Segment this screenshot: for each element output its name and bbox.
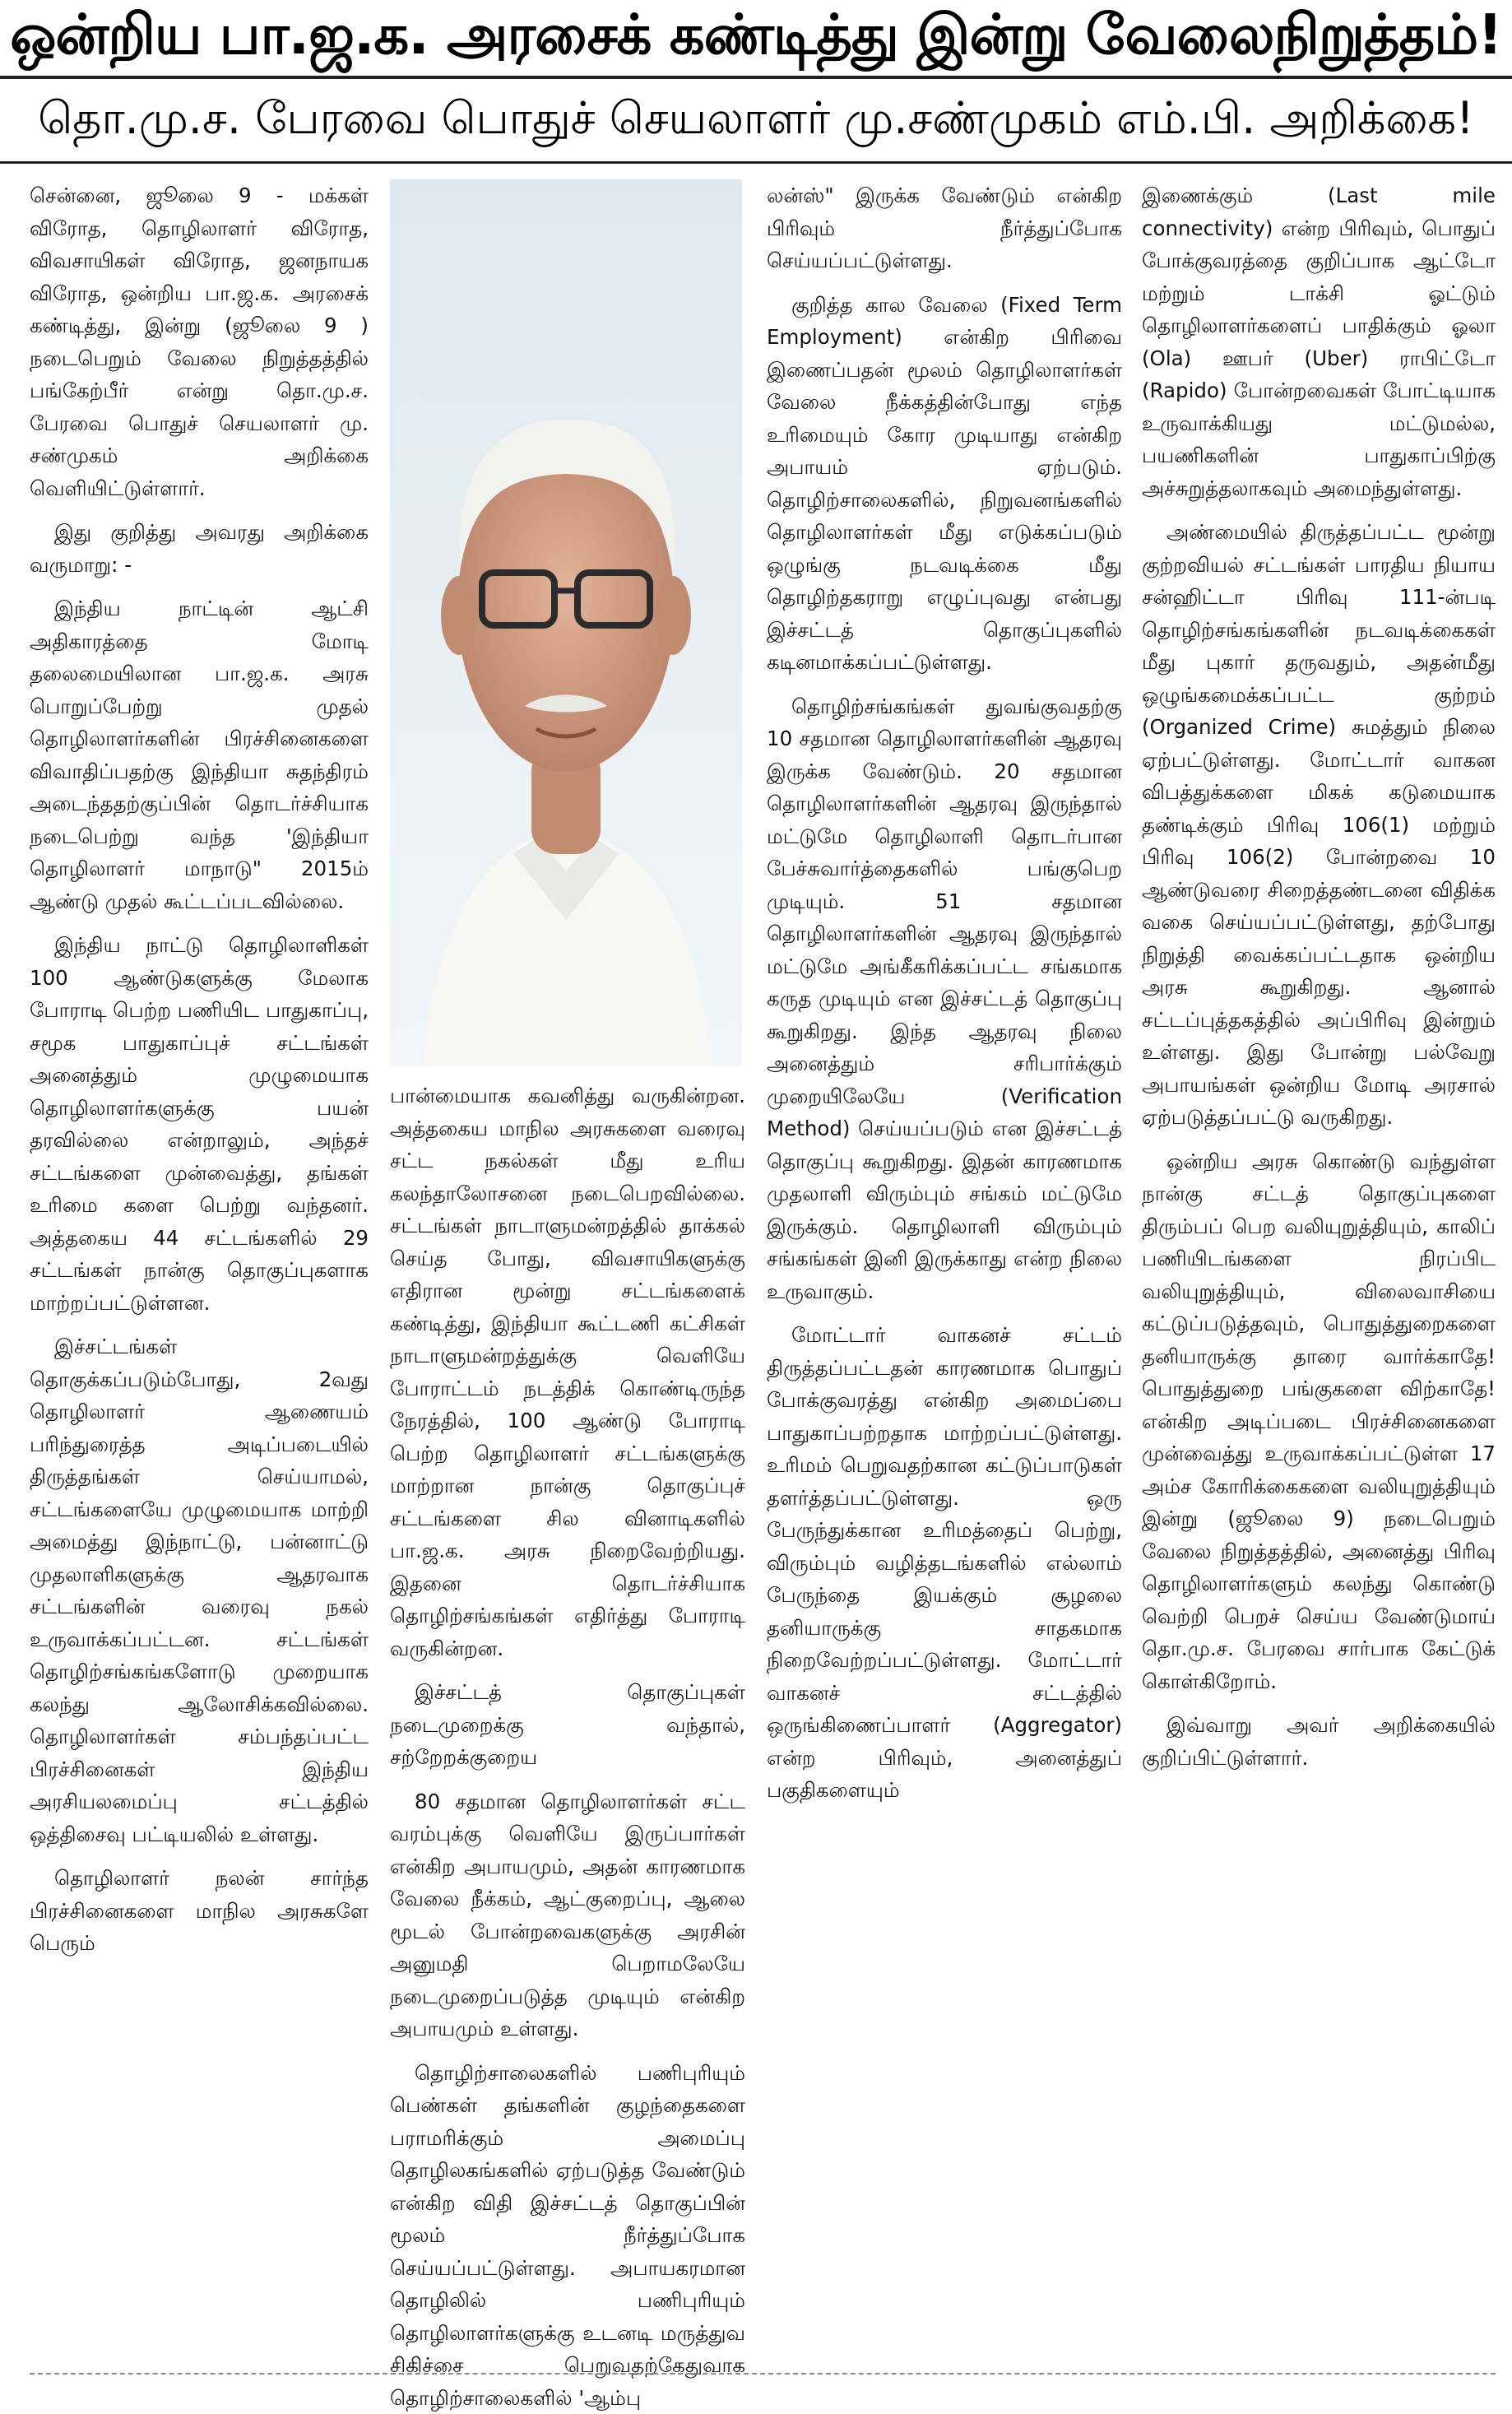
paragraph: தொழிற்சங்கங்கள் துவங்குவதற்கு 10 சதமான தொழிலாளர்களின் ஆதரவு இருக்க வேண்டும். 20 சதமான தொழிலாளர்களின் ஆதரவு இருந்தால் மட்டுமே தொழிலாளி தொடர்பான பேச்சுவார்த்தைகளில் பங்குபெற முடியும். 51 சதமான தொழிலாளர்களின் ஆதரவு இருந்தால் மட்டுமே அங்கீகரிக்கப்பட்ட சங்கமாக கருத முடியும் என இச்சட்டத் தொகுப்பு கூறுகிறது. இந்த ஆதரவு நிலை அனைத்தும் சரிபார்க்கும் முறையிலேயே (Verification Method) செய்யப்படும் என இச்சட்டத் தொகுப்பு கூறுகிறது. இதன் காரணமாக முதலாளி விரும்பும் சங்கம் மட்டுமே இருக்கும். தொழிலாளி விரும்பும் சங்கங்கள் இனி இருக்காது என்ற நிலை உருவாகும். bbox=[767, 690, 1122, 1308]
headline-rule bbox=[0, 76, 1512, 79]
bottom-divider bbox=[30, 2373, 1496, 2375]
paragraph: சென்னை, ஜூலை 9 - மக்கள் விரோத, தொழிலாளர் விரோத, விவசாயிகள் விரோத, ஜனநாயக விரோத, ஒன்றிய பா.ஜ.க. அரசைக் கண்டித்து, இன்று (ஜூலை 9 ) நடைபெறும் வேலை நிறுத்தத்தில் பங்கேற்பீர் என்று தொ.மு.ச. பேரவை பொதுச் செயலாளர் மு. சண்முகம் அறிக்கை வெளியிட்டுள்ளார். bbox=[30, 179, 369, 504]
paragraph: இச்சட்டத் தொகுப்புகள் நடைமுறைக்கு வந்தால், சற்றேறக்குறைய bbox=[390, 1676, 745, 1774]
article-headline: ஒன்றிய பா.ஜ.க. அரசைக் கண்டித்து இன்று வேலைநிறுத்தம்! bbox=[0, 0, 1512, 72]
paragraph: 80 சதமான தொழிலாளர்கள் சட்ட வரம்புக்கு வெளியே இருப்பார்கள் என்கிற அபாயமும், அதன் காரணமாக வேலை நீக்கம், ஆட்குறைப்பு, ஆலை மூடல் போன்றவைகளுக்கு அரசின் அனுமதி பெறாமலேயே நடைமுறைப்படுத்த முடியும் என்கிற அபாயமும் உள்ளது. bbox=[390, 1785, 745, 2045]
paragraph: தொழிற்சாலைகளில் பணிபுரியும் பெண்கள் தங்களின் குழந்தைகளை பராமரிக்கும் அமைப்பு தொழிலகங்களில் ஏற்படுத்த வேண்டும் என்கிற விதி இச்சட்டத் தொகுப்பின் மூலம் நீர்த்துப்போக செய்யப்பட்டுள்ளது. அபாயகரமான தொழிலில் பணிபுரியும் தொழிலாளர்களுக்கு உடனடி மருத்துவ சிகிச்சை பெறுவதற்கேதுவாக தொழிற்சாலைகளில் 'ஆம்பு bbox=[390, 2057, 745, 2414]
paragraph: மோட்டார் வாகனச் சட்டம் திருத்தப்பட்டதன் காரணமாக பொதுப் போக்குவரத்து என்கிற அமைப்பை பாதுகாப்பற்றதாக மாற்றப்பட்டுள்ளது. உரிமம் பெறுவதற்கான கட்டுப்பாடுகள் தளர்த்தப்பட்டுள்ளது. ஒரு பேருந்துக்கான உரிமத்தைப் பெற்று, விரும்பும் வழித்தடங்களில் எல்லாம் பேருந்தை இயக்கும் சூழலை தனியாருக்கு சாதகமாக நிறைவேற்றப்பட்டுள்ளது. மோட்டார் வாகனச் சட்டத்தில் ஒருங்கிணைப்பாளர் (Aggregator) என்ற பிரிவும், அனைத்துப் பகுதிகளையும் bbox=[767, 1319, 1122, 1807]
portrait-photo bbox=[390, 179, 742, 1066]
article-column-1 bbox=[30, 179, 369, 2368]
article-column-3 bbox=[767, 179, 1122, 2368]
paragraph: இந்திய நாட்டின் ஆட்சி அதிகாரத்தை மோடி தலைமையிலான பா.ஜ.க. அரசு பொறுப்பேற்று முதல் தொழிலாளர்களின் பிரச்சினைகளை விவாதிப்பதற்கு இந்தியா சுதந்திரம் அடைந்ததற்குப்பின் தொடர்ச்சியாக நடைபெற்று வந்த 'இந்தியா தொழிலாளர் மாநாடு" 2015ம் ஆண்டு முதல் கூட்டப்படவில்லை. bbox=[30, 592, 369, 917]
paragraph: இச்சட்டங்கள் தொகுக்கப்படும்போது, 2வது தொழிலாளர் ஆணையம் பரிந்துரைத்த அடிப்படையில் திருத்தங்கள் செய்யாமல், சட்டங்களையே முழுமையாக மாற்றி அமைத்து இந்நாட்டு, பன்னாட்டு முதலாளிகளுக்கு ஆதரவாக சட்டங்களின் வரைவு நகல் உருவாக்கப்பட்டன. சட்டங்கள் தொழிற்சங்கங்களோடு முறையாக கலந்து ஆலோசிக்கவில்லை. தொழிலாளர்கள் சம்பந்தப்பட்ட பிரச்சினைகள் இந்திய அரசியலமைப்பு சட்டத்தில் ஒத்திசைவு பட்டியலில் உள்ளது. bbox=[30, 1330, 369, 1850]
paragraph: தொழிலாளர் நலன் சார்ந்த பிரச்சினைகளை மாநில அரசுகளே பெரும் bbox=[30, 1862, 369, 1960]
article-column-4 bbox=[1142, 179, 1496, 2368]
paragraph: லன்ஸ்" இருக்க வேண்டும் என்கிற பிரிவும் நீர்த்துப்போக செய்யப்பட்டுள்ளது. bbox=[767, 179, 1122, 277]
paragraph: இந்திய நாட்டு தொழிலாளிகள் 100 ஆண்டுகளுக்கு மேலாக போராடி பெற்ற பணியிட பாதுகாப்பு, சமூக பாதுகாப்புச் சட்டங்கள் அனைத்தும் முழுமையாக தொழிலாளர்களுக்கு பயன் தரவில்லை என்றாலும், அந்தச் சட்டங்களை முன்வைத்து, தங்கள் உரிமை களை பெற்று வந்தனர். அத்தகைய 44 சட்டங்களில் 29 சட்டங்கள் நான்கு தொகுப்புகளாக மாற்றப்பட்டுள்ளன. bbox=[30, 929, 369, 1319]
paragraph: இவ்வாறு அவர் அறிக்கையில் குறிப்பிட்டுள்ளார். bbox=[1142, 1709, 1496, 1774]
paragraph: ஒன்றிய அரசு கொண்டு வந்துள்ள நான்கு சட்டத் தொகுப்புகளை திரும்பப் பெற வலியுறுத்தியும், காலிப் பணியிடங்களை நிரப்பிட வலியுறுத்தியும், விலைவாசியை கட்டுப்படுத்தவும், பொதுத்துறைகளை தனியாருக்கு தாரை வார்க்காதே! பொதுத்துறை பங்குகளை விற்காதே! என்கிற அடிப்படை பிரச்சினைகளை முன்வைத்து உருவாக்கப்பட்டுள்ள 17 அம்ச கோரிக்கைகளை வலியுறுத்தியும் இன்று (ஜூலை 9) நடைபெறும் வேலை நிறுத்தத்தில், அனைத்து பிரிவு தொழிலாளர்களும் கலந்து கொண்டு வெற்றி பெறச் செய்ய வேண்டுமாய் தொ.மு.ச. பேரவை சார்பாக கேட்டுக் கொள்கிறோம். bbox=[1142, 1145, 1496, 1698]
paragraph: அண்மையில் திருத்தப்பட்ட மூன்று குற்றவியல் சட்டங்கள் பாரதிய நியாய சன்ஹிட்டா பிரிவு 111-ன்படி தொழிற்சங்கங்களின் நடவடிக்கைகள் மீது புகார் தருவதும், அதன்மீது ஒழுங்கமைக்கப்பட்ட குற்றம் (Organized Crime) சுமத்தும் நிலை ஏற்பட்டுள்ளது. மோட்டார் வாகன விபத்துக்களை மிகக் கடுமையாக தண்டிக்கும் பிரிவு 106(1) மற்றும் பிரிவு 106(2) போன்றவை 10 ஆண்டுவரை சிறைத்தண்டனை விதிக்க வகை செய்யப்பட்டுள்ளது, தற்போது நிறுத்தி வைக்கப்பட்டதாக ஒன்றிய அரசு கூறுகிறது. ஆனால் சட்டப்புத்தகத்தில் அப்பிரிவு இன்றும் உள்ளது. இது போன்று பல்வேறு அபாயங்கள் ஒன்றிய மோடி அரசால் ஏற்படுத்தப்பட்டு வருகிறது. bbox=[1142, 516, 1496, 1134]
paragraph: பான்மையாக கவனித்து வருகின்றன. அத்தகைய மாநில அரசுகளை வரைவு சட்ட நகல்கள் மீது உரிய கலந்தாலோசனை நடைபெறவில்லை. சட்டங்கள் நாடாளுமன்றத்தில் தாக்கல் செய்த போது, விவசாயிகளுக்கு எதிரான மூன்று சட்டங்களைக் கண்டித்து, இந்தியா கூட்டணி கட்சிகள் நாடாளுமன்றத்துக்கு வெளியே போராட்டம் நடத்திக் கொண்டிருந்த நேரத்தில், 100 ஆண்டு போராடி பெற்ற தொழிலாளர் சட்டங்களுக்கு மாற்றான நான்கு தொகுப்புச் சட்டங்களை சில வினாடிகளில் பா.ஜ.க. அரசு நிறைவேற்றியது. இதனை தொடர்ச்சியாக தொழிற்சங்கங்கள் எதிர்த்து போராடி வருகின்றன. bbox=[390, 1079, 745, 1664]
subheadline-rule bbox=[0, 161, 1512, 164]
paragraph: இணைக்கும் (Last mile connectivity) என்ற பிரிவும், பொதுப் போக்குவரத்தை குறிப்பாக ஆட்டோ மற்றும் டாக்சி ஓட்டும் தொழிலாளர்களைப் பாதிக்கும் ஓலா (Ola) ஊபர் (Uber) ராபிட்டோ (Rapido) போன்றவைகள் போட்டியாக உருவாக்கியது மட்டுமல்ல, பயணிகளின் பாதுகாப்பிற்கு அச்சுறுத்தலாகவும் அமைந்துள்ளது. bbox=[1142, 179, 1496, 504]
article-subheadline: தொ.மு.ச. பேரவை பொதுச் செயலாளர் மு.சண்முகம் எம்.பி. அறிக்கை! bbox=[0, 86, 1512, 155]
paragraph: இது குறித்து அவரது அறிக்கை வருமாறு: - bbox=[30, 516, 369, 581]
article-column-2 bbox=[390, 1079, 745, 2368]
paragraph: குறித்த கால வேலை (Fixed Term Employment) என்கிற பிரிவை இணைப்பதன் மூலம் தொழிலாளர்கள் வேலை நீக்கத்தின்போது எந்த உரிமையும் கோர முடியாது என்கிற அபாயம் ஏற்படும். தொழிற்சாலைகளில், நிறுவனங்களில் தொழிலாளர்கள் மீது எடுக்கப்படும் ஒழுங்கு நடவடிக்கை மீது தொழிற்தகராறு எழுப்புவது என்பது இச்சட்டத் தொகுப்புகளில் கடினமாக்கப்பட்டுள்ளது. bbox=[767, 289, 1122, 679]
